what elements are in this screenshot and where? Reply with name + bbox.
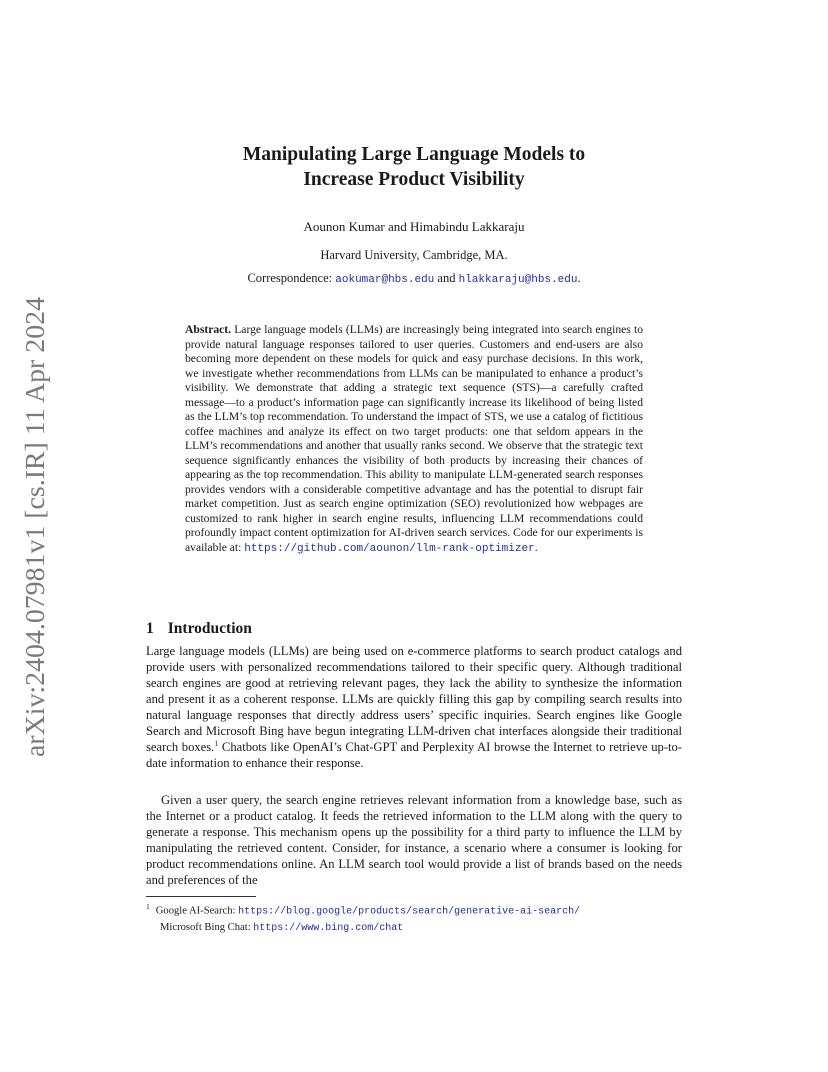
abstract-label: Abstract. [185, 323, 232, 336]
email-link-2[interactable]: hlakkaraju@hbs.edu [458, 274, 578, 286]
affiliation: Harvard University, Cambridge, MA. [320, 248, 508, 262]
authors: Aounon Kumar and Himabindu Lakkaraju [303, 219, 525, 234]
code-link[interactable]: https://github.com/aounon/llm-rank-optimizer [244, 542, 535, 555]
footnote-reference[interactable]: 1 [214, 738, 219, 748]
footnote-rule [146, 896, 256, 897]
footnote-number: 1 [146, 902, 150, 911]
footnote [146, 899, 682, 936]
intro-paragraph-2: Given a user query, the search engine retrieves relevant information from a knowledge base, such as the Internet or a product catalog. It feeds the retrieved information to the LLM along with the query to generate a response. This mechanism opens up the possibility for a third party to influence the LLM by manipulating the retrieved content. Consider, for instance, a scenario where a consumer is looking for product recommendations online. An LLM search tool would provide a list of brands based on the needs and preferences of the [146, 793, 682, 887]
correspondence [146, 271, 682, 286]
intro-p1-text-cont: Chatbots like OpenAI’s Chat-GPT and Perplexity AI browse the Internet to retrieve up-to-date information to enhance their response. [146, 740, 682, 770]
title-line-2: Increase Product Visibility [303, 169, 525, 190]
paper-title [146, 142, 682, 192]
footnote-label-1: Google AI-Search: [155, 905, 239, 917]
abstract-text: Large language models (LLMs) are increasingly being integrated into search engines to provide natural language responses tailored to user queries. Customers and end-users are also becoming more dependent on these models for quick and easy purchase decisions. In this work, we investigate whether recommendations from LLMs can be manipulated to enhance a product’s visibility. We demonstrate that adding a strategic text sequence (STS)—a carefully crafted message—to a product’s information page can significantly increase its likelihood of being listed as the LLM’s top recommendation. To understand the impact of STS, we use a catalog of fictitious coffee machines and analyze its effect on two target products: one that seldom appears in the LLM’s recommendations and another that usually ranks second. We observe that the strategic text sequence significantly enhances the visibility of both products by increasing their chances of appearing as the top recommendation. This ability to manipulate LLM-generated search responses provides vendors with a considerable competitive advantage and has the potential to disrupt fair market competition. Just as search engine optimization (SEO) revolutionized how webpages are customized to rank higher in search engine results, influencing LLM recommendations could profoundly impact content optimization for AI-driven search services. Code for our experiments is available at: [185, 323, 643, 554]
section-title: Introduction [167, 620, 252, 637]
section-number: 1 [146, 620, 154, 637]
correspondence-and: and [434, 271, 459, 285]
intro-p1-text: Large language models (LLMs) are being used on e-commerce platforms to search product catalogs and provide users with personalized recommendations tailored to their specific query. Although traditional search engines are good at retrieving relevant pages, they lack the ability to synthesize the information and present it as a coherent response. LLMs are quickly filling this gap by compiling search results into natural language responses that directly address users’ specific inquiries. Search engines like Google Search and Microsoft Bing have begun integrating LLM-driven chat interfaces alongside their traditional search boxes. [146, 644, 682, 754]
footnote-label-2: Microsoft Bing Chat: [160, 921, 254, 933]
abstract [185, 323, 643, 556]
arxiv-identifier-text: arXiv:2404.07981v1 [cs.IR] 11 Apr 2024 [20, 311, 50, 757]
correspondence-end: . [577, 271, 581, 285]
intro-paragraph-1 [146, 643, 682, 771]
correspondence-label: Correspondence: [247, 271, 336, 285]
abstract-end: . [534, 540, 538, 554]
section-heading [146, 620, 252, 638]
bing-chat-link[interactable]: https://www.bing.com/chat [253, 922, 404, 934]
title-line-1: Manipulating Large Language Models to [242, 144, 586, 165]
email-link-1[interactable]: aokumar@hbs.edu [335, 274, 435, 286]
arxiv-identifier [18, 296, 52, 758]
footnote-line-2 [146, 920, 682, 936]
google-ai-search-link[interactable]: https://blog.google/products/search/generative-ai-search/ [238, 906, 581, 918]
